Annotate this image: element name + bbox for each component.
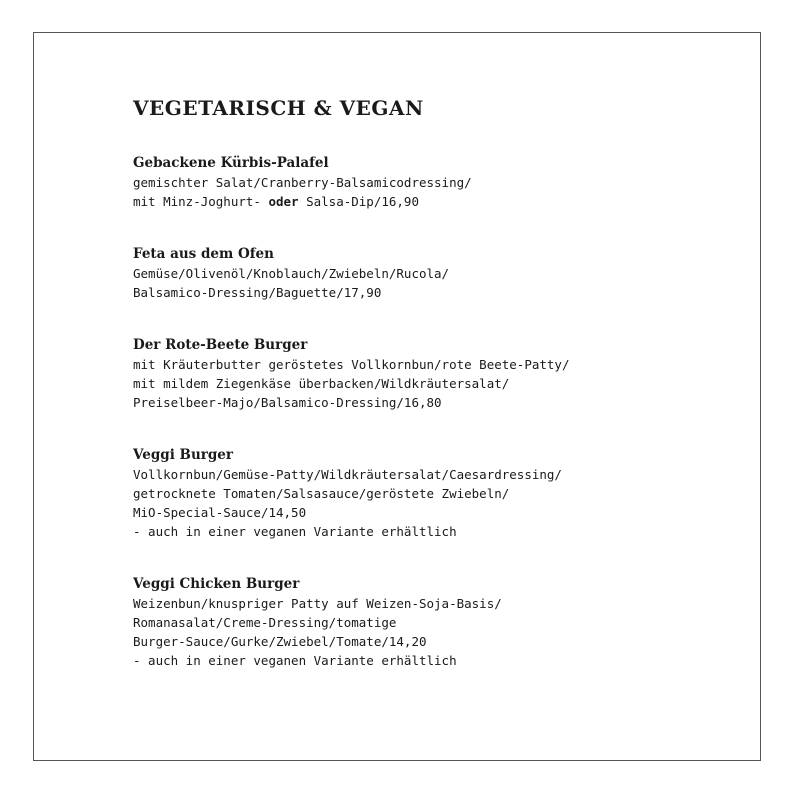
dish-description-line: getrocknete Tomaten/Salsasauce/geröstete Zwiebeln/ [133, 486, 510, 501]
dish-description-line: MiO-Special-Sauce/14,50 [133, 505, 307, 520]
dish-veggi-burger [133, 446, 743, 541]
dish-description-line: Romanasalat/Creme-Dressing/tomatige [133, 615, 397, 630]
dish-description-line: Weizenbun/knuspriger Patty auf Weizen-Soja-Basis/ [133, 596, 502, 611]
dish-name: Veggi Chicken Burger [133, 576, 300, 592]
dish-note: - auch in einer veganen Variante erhältlich [133, 653, 457, 668]
dish-description-line: Balsamico-Dressing/Baguette/17,90 [133, 285, 382, 300]
dish-rote-beete-burger [133, 336, 743, 412]
dish-description-line: Preiselbeer-Majo/Balsamico-Dressing/16,80 [133, 395, 442, 410]
menu-content [133, 96, 743, 704]
dish-description-line: mit Kräuterbutter geröstetes Vollkornbun/rote Beete-Patty/ [133, 357, 570, 372]
dish-name: Gebackene Kürbis-Palafel [133, 155, 329, 171]
menu-page [33, 32, 761, 761]
dish-kuerbis-palafel [133, 154, 743, 211]
dish-description-line: Gemüse/Olivenöl/Knoblauch/Zwiebeln/Rucola/ [133, 266, 450, 281]
dish-name: Veggi Burger [133, 447, 234, 463]
section-title: VEGETARISCH & VEGAN [133, 96, 424, 120]
dish-feta-aus-dem-ofen [133, 245, 743, 302]
dish-text-emphasis: oder [268, 194, 299, 209]
dish-description-line [133, 192, 743, 211]
dish-name: Feta aus dem Ofen [133, 246, 274, 262]
dish-veggi-chicken-burger [133, 575, 743, 670]
dish-description-line: Vollkornbun/Gemüse-Patty/Wildkräutersalat/Caesardressing/ [133, 467, 562, 482]
dish-description-line: Burger-Sauce/Gurke/Zwiebel/Tomate/14,20 [133, 634, 427, 649]
dish-note: - auch in einer veganen Variante erhältlich [133, 524, 457, 539]
dish-text-segment: mit Minz-Joghurt- [133, 194, 269, 209]
dish-text-segment: Salsa-Dip/16,90 [298, 194, 419, 209]
dish-name: Der Rote-Beete Burger [133, 337, 308, 353]
dish-description-line: mit mildem Ziegenkäse überbacken/Wildkräutersalat/ [133, 376, 510, 391]
dish-description-line: gemischter Salat/Cranberry-Balsamicodressing/ [133, 175, 472, 190]
